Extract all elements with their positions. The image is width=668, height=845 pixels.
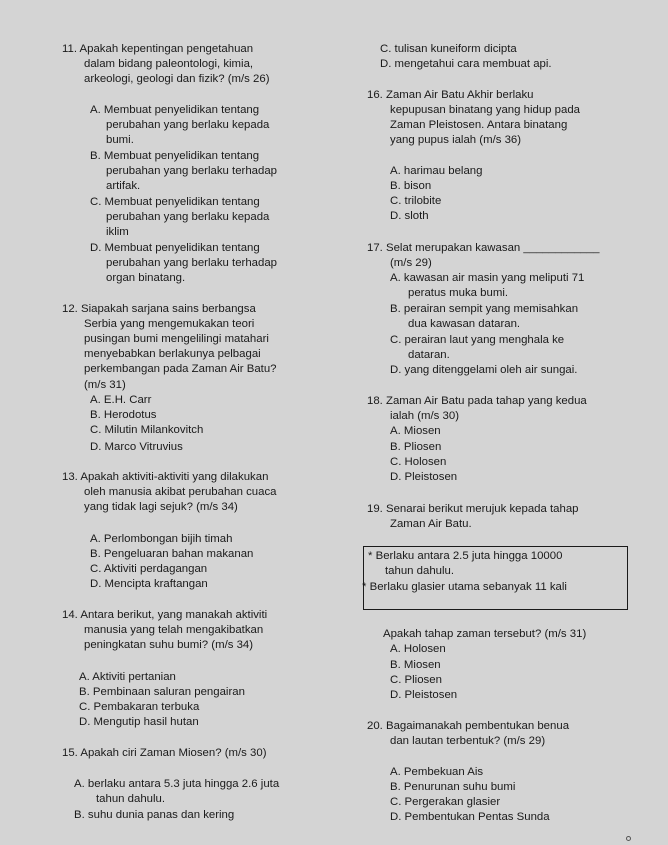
q16-stem-line: 16. Zaman Air Batu Akhir berlaku: [367, 89, 534, 101]
q12-option-b[interactable]: B. Herodotus: [90, 409, 157, 421]
q20-option-b[interactable]: B. Penurunan suhu bumi: [390, 781, 516, 793]
q13-stem-line: yang tidak lagi sejuk? (m/s 34): [84, 501, 238, 513]
q20-option-a[interactable]: A. Pembekuan Ais: [390, 766, 484, 778]
q14-option-d[interactable]: D. Mengutip hasil hutan: [79, 716, 199, 728]
q15-option-a[interactable]: A. berlaku antara 5.3 juta hingga 2.6 juta: [74, 778, 280, 790]
q11-option-a-cont: bumi.: [106, 134, 134, 146]
q17-stem-line: 17. Selat merupakan kawasan ____________: [367, 242, 600, 254]
q14-option-b[interactable]: B. Pembinaan saluran pengairan: [79, 686, 245, 698]
q12-stem-line: 12. Siapakah sarjana sains berbangsa: [62, 303, 256, 315]
q14-option-a[interactable]: A. Aktiviti pertanian: [79, 671, 176, 683]
q12-option-d[interactable]: D. Marco Vitruvius: [90, 441, 183, 453]
q11-stem-line: dalam bidang paleontologi, kimia,: [84, 58, 254, 70]
q19-question: Apakah tahap zaman tersebut? (m/s 31): [383, 628, 587, 640]
q12-stem-line: (m/s 31): [84, 379, 126, 391]
q13-option-c[interactable]: C. Aktiviti perdagangan: [90, 563, 208, 575]
q20-option-c[interactable]: C. Pergerakan glasier: [390, 796, 501, 808]
q11-option-d-cont: organ binatang.: [106, 272, 186, 284]
q14-stem-line: 14. Antara berikut, yang manakah aktiviti: [62, 609, 268, 621]
q14-stem-line: peningkatan suhu bumi? (m/s 34): [84, 639, 254, 651]
q16-option-b[interactable]: B. bison: [390, 180, 432, 192]
q11-option-c-cont: iklim: [106, 226, 129, 238]
q15-stem-line: 15. Apakah ciri Zaman Miosen? (m/s 30): [62, 747, 267, 759]
q11-option-c-cont: perubahan yang berlaku kepada: [106, 211, 270, 223]
q12-stem-line: menyebabkan berlakunya pelbagai: [84, 348, 261, 360]
q13-option-d[interactable]: D. Mencipta kraftangan: [90, 578, 208, 590]
q18-option-b[interactable]: B. Pliosen: [390, 441, 442, 453]
q11-option-a-cont: perubahan yang berlaku kepada: [106, 119, 270, 131]
q13-stem-line: oleh manusia akibat perubahan cuaca: [84, 486, 277, 498]
q20-stem-line: 20. Bagaimanakah pembentukan benua: [367, 720, 570, 732]
q20-stem-line: dan lautan terbentuk? (m/s 29): [390, 735, 546, 747]
q16-stem-line: kepupusan binatang yang hidup pada: [390, 104, 581, 116]
q19-stem-line: 19. Senarai berikut merujuk kepada tahap: [367, 503, 579, 515]
q16-option-a[interactable]: A. harimau belang: [390, 165, 483, 177]
q15-option-a-cont: tahun dahulu.: [96, 793, 166, 805]
q19-option-b[interactable]: B. Miosen: [390, 659, 441, 671]
q19-option-a[interactable]: A. Holosen: [390, 643, 446, 655]
q17-option-c[interactable]: C. perairan laut yang menghala ke: [390, 334, 565, 346]
q17-stem-line: (m/s 29): [390, 257, 432, 269]
q18-stem-line: 18. Zaman Air Batu pada tahap yang kedua: [367, 395, 587, 407]
q12-stem-line: Serbia yang mengemukakan teori: [84, 318, 255, 330]
q18-option-c[interactable]: C. Holosen: [390, 456, 447, 468]
q18-stem-line: ialah (m/s 30): [390, 410, 460, 422]
q19-stem-line: Zaman Air Batu.: [390, 518, 472, 530]
q11-option-b-cont: artifak.: [106, 180, 141, 192]
q17-option-d[interactable]: D. yang ditenggelami oleh air sungai.: [390, 364, 578, 376]
q11-option-d[interactable]: D. Membuat penyelidikan tentang: [90, 242, 260, 254]
q16-stem-line: Zaman Pleistosen. Antara binatang: [390, 119, 568, 131]
q11-option-b-cont: perubahan yang berlaku terhadap: [106, 165, 277, 177]
q18-option-d[interactable]: D. Pleistosen: [390, 471, 458, 483]
q13-option-a[interactable]: A. Perlombongan bijih timah: [90, 533, 233, 545]
q19-box-line: tahun dahulu.: [385, 565, 455, 577]
q15-option-d[interactable]: D. mengetahui cara membuat api.: [380, 58, 552, 70]
q19-option-c[interactable]: C. Pliosen: [390, 674, 442, 686]
q16-option-d[interactable]: D. sloth: [390, 210, 429, 222]
q19-box-line: * Berlaku glasier utama sebanyak 11 kali: [362, 581, 567, 593]
q11-option-a[interactable]: A. Membuat penyelidikan tentang: [90, 104, 260, 116]
q13-stem-line: 13. Apakah aktiviti-aktiviti yang dilakukan: [62, 471, 269, 483]
q11-stem-line: arkeologi, geologi dan fizik? (m/s 26): [84, 73, 270, 85]
q19-box-line: * Berlaku antara 2.5 juta hingga 10000: [368, 550, 563, 562]
q11-stem-line: 11. Apakah kepentingan pengetahuan: [62, 43, 254, 55]
q12-stem-line: pusingan bumi mengelilingi matahari: [84, 333, 269, 345]
q18-option-a[interactable]: A. Miosen: [390, 425, 441, 437]
q12-option-a[interactable]: A. E.H. Carr: [90, 394, 152, 406]
q14-stem-line: manusia yang telah mengakibatkan: [84, 624, 264, 636]
q15-option-b[interactable]: B. suhu dunia panas dan kering: [74, 809, 235, 821]
q17-option-c-cont: dataran.: [408, 349, 450, 361]
q20-option-d[interactable]: D. Pembentukan Pentas Sunda: [390, 811, 550, 823]
q14-option-c[interactable]: C. Pembakaran terbuka: [79, 701, 200, 713]
q17-option-b[interactable]: B. perairan sempit yang memisahkan: [390, 303, 579, 315]
q13-option-b[interactable]: B. Pengeluaran bahan makanan: [90, 548, 254, 560]
q15-option-c[interactable]: C. tulisan kuneiform dicipta: [380, 43, 517, 55]
q16-stem-line: yang pupus ialah (m/s 36): [390, 134, 522, 146]
page-mark-dot: [626, 836, 631, 841]
q19-option-d[interactable]: D. Pleistosen: [390, 689, 458, 701]
q12-stem-line: perkembangan pada Zaman Air Batu?: [84, 363, 277, 375]
q17-option-a-cont: peratus muka bumi.: [408, 287, 509, 299]
q16-option-c[interactable]: C. trilobite: [390, 195, 442, 207]
q11-option-b[interactable]: B. Membuat penyelidikan tentang: [90, 150, 260, 162]
q17-option-a[interactable]: A. kawasan air masin yang meliputi 71: [390, 272, 585, 284]
q11-option-d-cont: perubahan yang berlaku terhadap: [106, 257, 277, 269]
q11-option-c[interactable]: C. Membuat penyelidikan tentang: [90, 196, 260, 208]
q17-option-b-cont: dua kawasan dataran.: [408, 318, 521, 330]
q12-option-c[interactable]: C. Milutin Milankovitch: [90, 424, 204, 436]
